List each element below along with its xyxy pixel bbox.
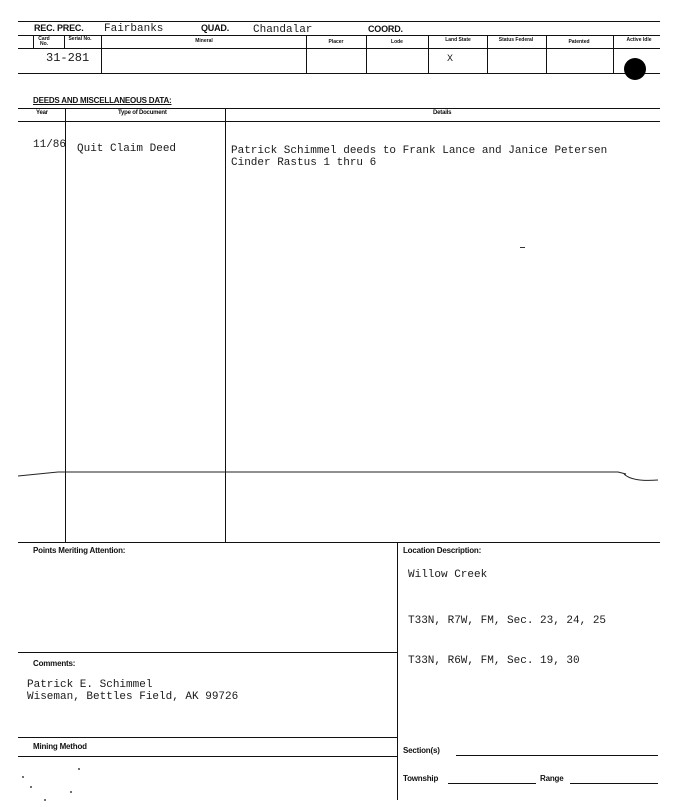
quad-value: Chandalar bbox=[253, 24, 313, 36]
sections-blank bbox=[456, 755, 658, 756]
col-placer: Placer bbox=[328, 39, 344, 45]
rec-prec-value: Fairbanks bbox=[104, 23, 164, 35]
table-bottom-rule bbox=[18, 73, 660, 74]
comments-line1: Patrick E. Schimmel bbox=[27, 679, 153, 691]
mining-top-rule bbox=[18, 737, 397, 738]
deeds-col-type: Type of Document bbox=[118, 110, 167, 116]
col-mineral: Mineral bbox=[195, 38, 213, 44]
deed-year: 11/86 bbox=[33, 139, 67, 151]
sections-label: Section(s) bbox=[403, 746, 440, 755]
deed-type: Quit Claim Deed bbox=[77, 143, 177, 155]
comments-line2: Wiseman, Bettles Field, AK 99726 bbox=[27, 691, 239, 703]
range-blank bbox=[570, 783, 658, 784]
col-serial-no: Serial No. bbox=[68, 36, 92, 42]
col-patented: Patented bbox=[568, 39, 590, 45]
comments-label: Comments: bbox=[33, 659, 76, 668]
township-blank bbox=[448, 783, 536, 784]
lower-divider bbox=[397, 542, 398, 800]
mining-rule bbox=[18, 756, 397, 757]
deeds-bottom-rule bbox=[18, 542, 660, 543]
township-label: Township bbox=[403, 774, 439, 783]
location-line2: T33N, R6W, FM, Sec. 19, 30 bbox=[408, 655, 580, 667]
fold-line bbox=[18, 466, 660, 486]
deeds-col-details: Details bbox=[433, 110, 452, 116]
deed-details-line1: Patrick Schimmel deeds to Frank Lance and Janice Petersen bbox=[231, 145, 608, 157]
active-dot-icon bbox=[624, 58, 646, 80]
table-header-rule bbox=[18, 48, 660, 49]
location-label: Location Description: bbox=[403, 546, 482, 555]
col-land-state: Land State bbox=[445, 37, 471, 43]
coord-label: COORD. bbox=[368, 24, 403, 34]
land-state-mark: X bbox=[447, 54, 454, 65]
deed-details-line2: Cinder Rastus 1 thru 6 bbox=[231, 157, 377, 169]
card-number: 31-281 bbox=[46, 51, 90, 65]
header-top-rule bbox=[18, 21, 660, 22]
comments-top-rule bbox=[18, 652, 397, 653]
points-label: Points Meriting Attention: bbox=[33, 546, 126, 555]
location-name: Willow Creek bbox=[408, 569, 488, 581]
col-card-no: Card No. bbox=[38, 36, 50, 47]
deeds-title: DEEDS AND MISCELLANEOUS DATA: bbox=[33, 96, 172, 105]
deeds-col-year: Year bbox=[36, 110, 48, 116]
col-active-idle: Active Idle bbox=[626, 37, 652, 43]
header-mid-rule bbox=[18, 35, 660, 36]
col-lode: Lode bbox=[391, 39, 403, 45]
rec-prec-label: REC. PREC. bbox=[34, 23, 84, 33]
quad-label: QUAD. bbox=[201, 23, 229, 33]
col-status-federal: Status Federal bbox=[498, 37, 534, 43]
range-label: Range bbox=[540, 774, 564, 783]
mining-label: Mining Method bbox=[33, 742, 87, 751]
location-line1: T33N, R7W, FM, Sec. 23, 24, 25 bbox=[408, 615, 607, 627]
deeds-top-rule bbox=[18, 108, 660, 109]
deeds-header-rule bbox=[18, 121, 660, 122]
